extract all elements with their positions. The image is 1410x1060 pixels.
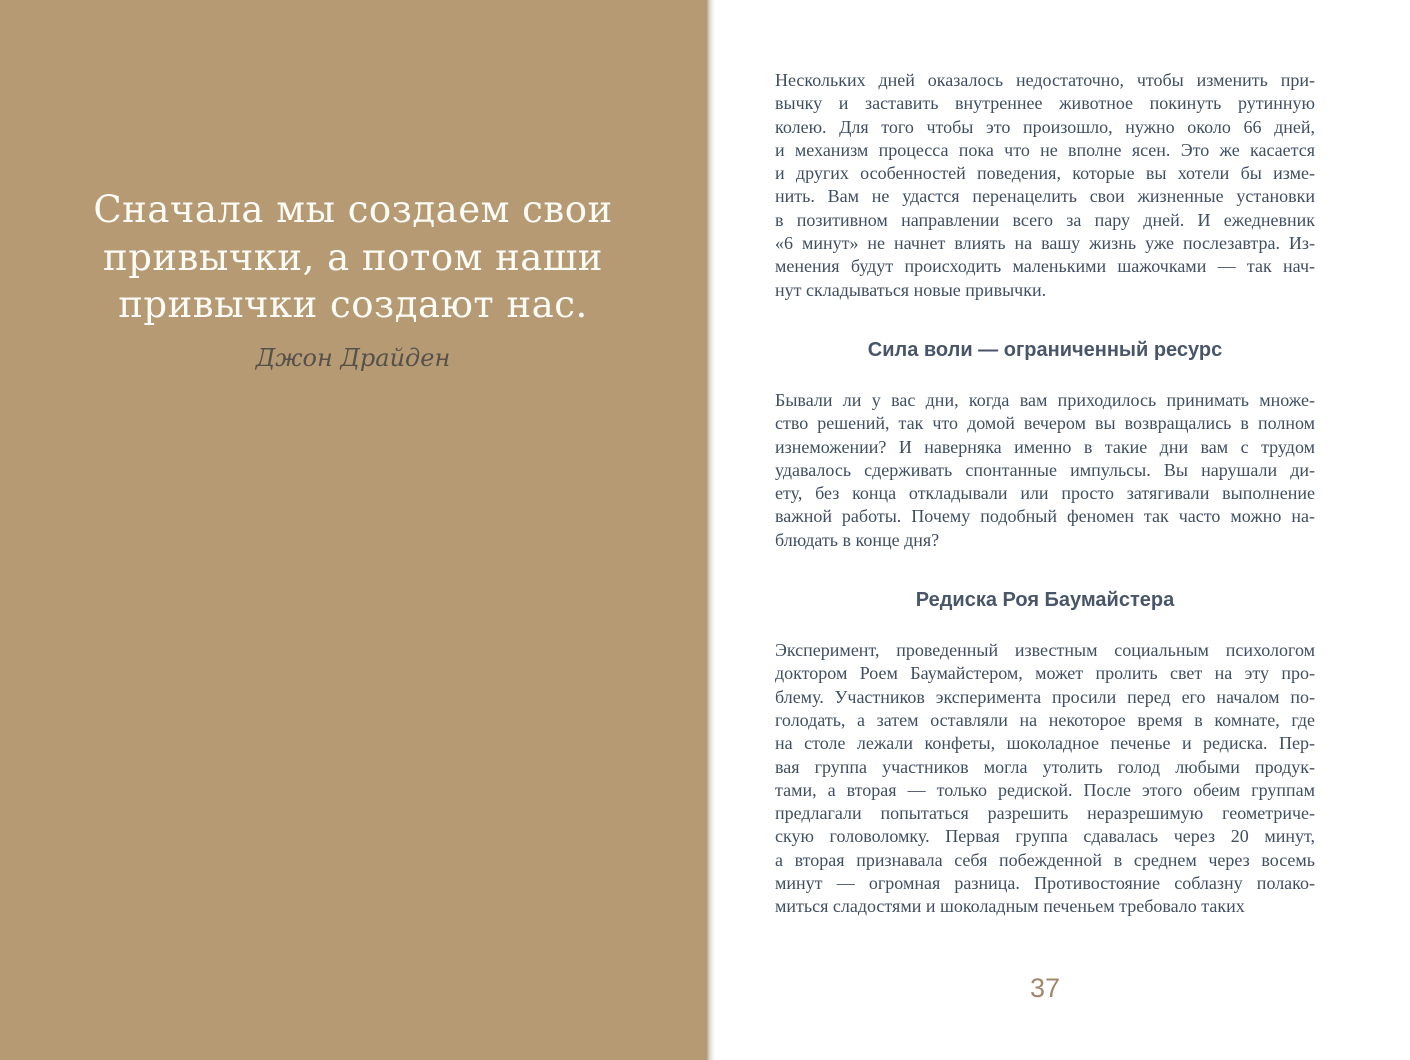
text-line: блюдать в конце дня? xyxy=(775,529,940,550)
paragraph xyxy=(775,69,1315,302)
text-line: на столе лежали конфеты, шоколадное печенье и редиска. Пер- xyxy=(775,733,1315,754)
quote-attribution: Джон Драйден xyxy=(255,343,451,372)
text-line: ету, без конца откладывали или просто затягивали выполнение xyxy=(775,483,1315,504)
text-line: а вторая признавала себя побежденной в среднем через восемь xyxy=(775,849,1315,870)
text-line: колею. Для того чтобы это произошло, нужно около 66 дней, xyxy=(775,116,1315,137)
text-line: Бывали ли у вас дни, когда вам приходилось принимать множе- xyxy=(775,389,1315,410)
text-line: вычку и заставить внутреннее животное покинуть рутинную xyxy=(775,93,1315,114)
text-line: нить. Вам не удастся перенацелить свои жизненные установки xyxy=(775,186,1315,207)
text-line: Эксперимент, проведенный известным социальным психологом xyxy=(775,640,1315,661)
text-line: «6 минут» не начнет влиять на вашу жизнь уже послезавтра. Из- xyxy=(775,233,1315,254)
text-line: менения будут происходить маленькими шажочками — так нач- xyxy=(775,256,1315,277)
text-line: доктором Роем Баумайстером, может пролить свет на эту про- xyxy=(775,663,1315,684)
text-line: Нескольких дней оказалось недостаточно, чтобы изменить при- xyxy=(775,70,1315,90)
quote-line: Сначала мы создаем свои xyxy=(93,188,613,231)
text-line: голодать, а затем оставляли на некоторое время в комнате, где xyxy=(775,709,1315,730)
text-line: предлагали попытаться разрешить неразрешимую геометриче- xyxy=(775,803,1315,824)
text-line: ство решений, так что домой вечером вы возвращались в полном xyxy=(775,413,1315,434)
text-line: изнеможении? И наверняка именно в такие дни вам с трудом xyxy=(775,436,1315,457)
body-text xyxy=(775,0,1315,1004)
text-line: удавалось сдерживать спонтанные импульсы. Вы нарушали ди- xyxy=(775,459,1315,480)
quote-line: привычки создают нас. xyxy=(118,283,588,326)
text-line: миться сладостями и шоколадным печеньем требовало таких xyxy=(775,896,1245,917)
text-line: вая группа участников могла утолить голод любыми продук- xyxy=(775,756,1315,777)
paragraph xyxy=(775,639,1315,919)
text-line: нут складываться новые привычки. xyxy=(775,279,1047,300)
text-line: минут — огромная разница. Противостояние соблазну полако- xyxy=(775,873,1315,894)
quote-line: привычки, а потом наши xyxy=(103,235,603,279)
text-line: важной работы. Почему подобный феномен так часто можно на- xyxy=(775,506,1315,527)
text-line: блему. Участников эксперимента просили перед его началом по- xyxy=(775,686,1315,707)
page-divider xyxy=(706,0,715,1060)
quote-lines xyxy=(33,186,673,329)
text-line: в позитивном направлении всего за пару дней. И ежедневник xyxy=(775,209,1315,230)
section-heading: Сила воли — ограниченный ресурс xyxy=(867,338,1223,361)
page-number: 37 xyxy=(1029,972,1061,1003)
text-line: скую головоломку. Первая группа сдавалась через 20 минут, xyxy=(775,826,1315,847)
section-heading: Редиска Роя Баумайстера xyxy=(915,589,1175,612)
paragraph xyxy=(775,389,1315,552)
text-line: и других особенностей поведения, которые вы хотели бы изме- xyxy=(775,163,1315,184)
right-page xyxy=(715,0,1410,1060)
text-line: тами, а вторая — только редиской. После этого обеим группам xyxy=(775,779,1315,800)
quote xyxy=(33,186,673,374)
text-line: и механизм процесса пока что не вполне ясен. Это же касается xyxy=(775,139,1315,160)
